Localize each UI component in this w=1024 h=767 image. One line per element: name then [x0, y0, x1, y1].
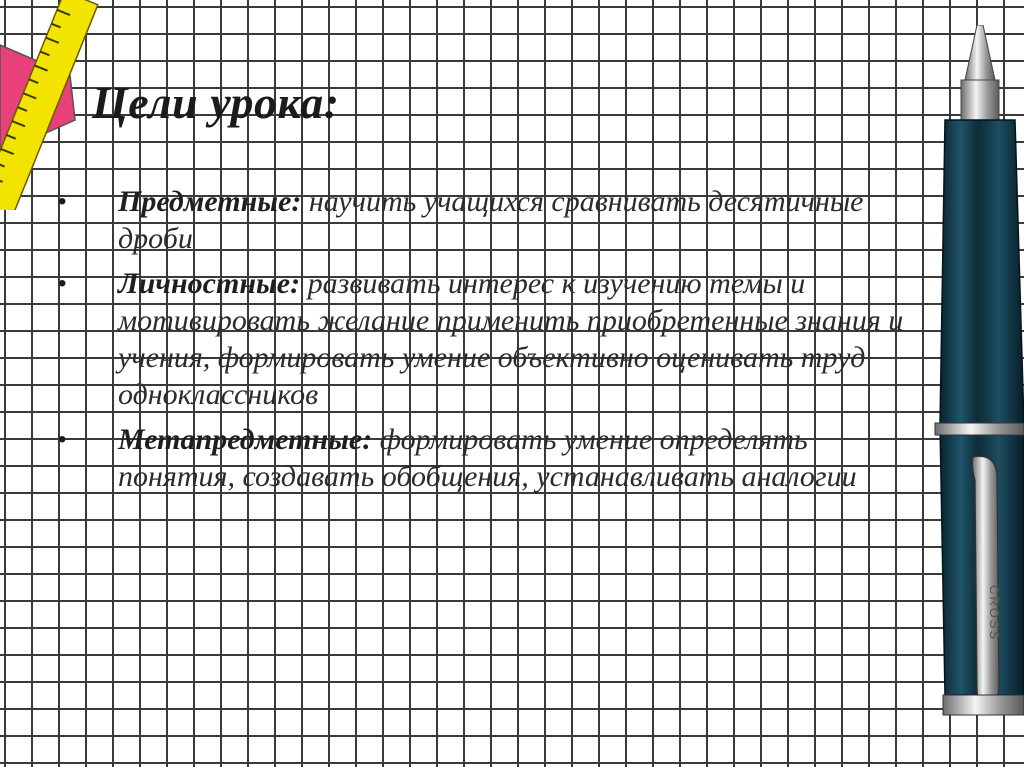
- goals-list: [58, 183, 918, 503]
- bullet: •: [58, 426, 67, 453]
- goal-item-metasubject: [58, 421, 918, 495]
- goal-text: развивать интерес к изучению темы и мотивировать желание применить приобретенные знания и учения, формировать умение объективно оценивать труд одноклассников: [118, 267, 904, 411]
- goal-item-personal: [58, 265, 918, 413]
- pen-clip: [972, 456, 999, 707]
- slide-title: Цели урока:: [92, 77, 340, 128]
- goal-item-subject: [58, 183, 918, 257]
- bullet: •: [58, 188, 67, 215]
- goal-label: Предметные:: [118, 185, 302, 218]
- pen-icon: [925, 25, 1024, 725]
- goal-text: формировать умение определять понятия, создавать обобщения, устанавливать аналогии: [118, 423, 857, 493]
- bullet: •: [58, 270, 67, 297]
- goal-label: Личностные:: [118, 267, 301, 300]
- pen-tip: [965, 25, 995, 80]
- pen-brand: CROSS: [987, 585, 1002, 642]
- goal-label: Метапредметные:: [118, 423, 373, 456]
- goal-text: научить учащихся сравнивать десятичные дроби: [118, 185, 864, 255]
